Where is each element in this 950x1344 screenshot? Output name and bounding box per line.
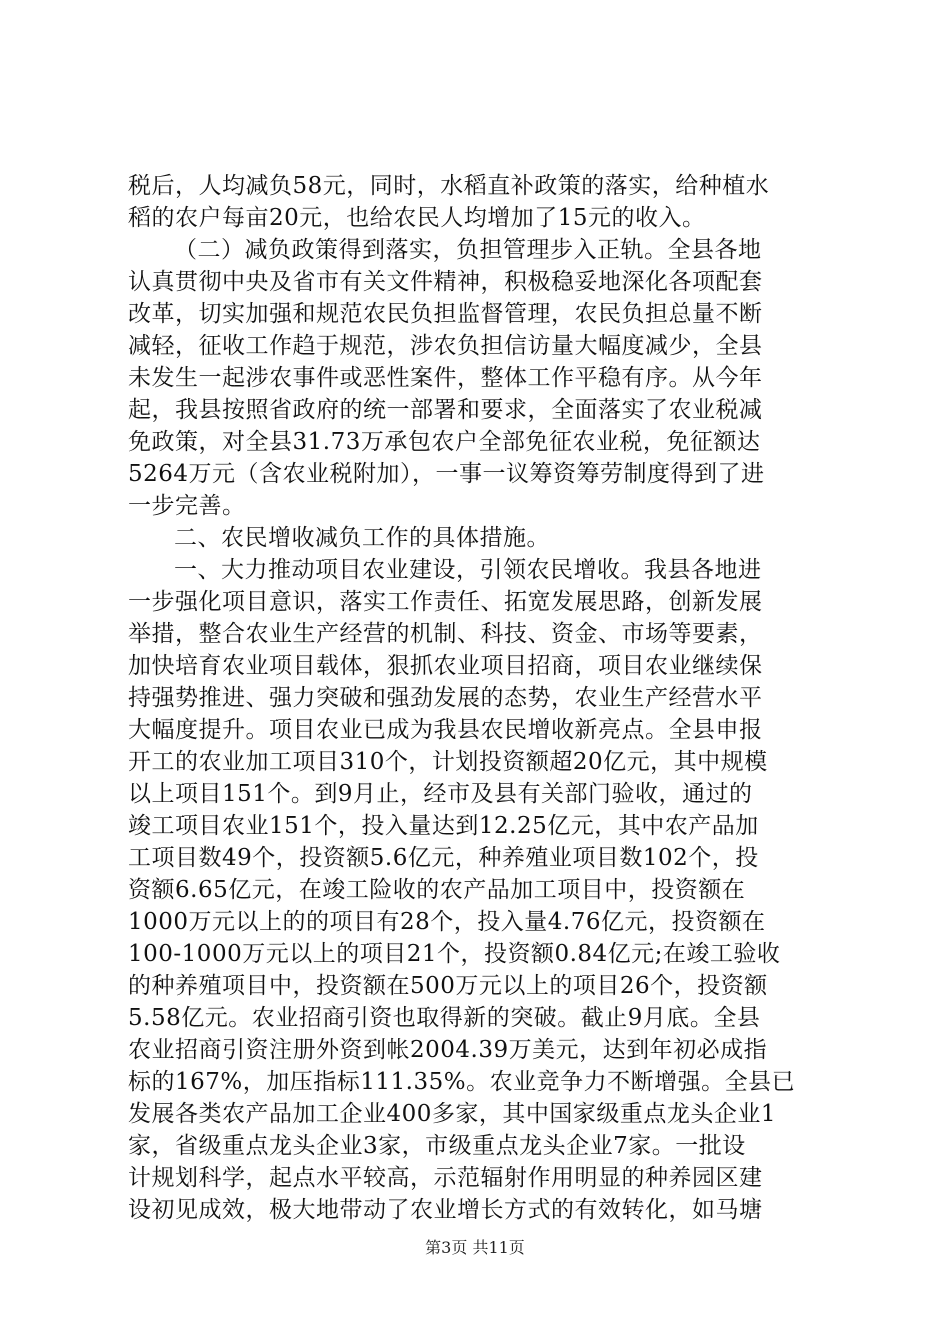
text-line: 持强势推进、强力突破和强劲发展的态势，农业生产经营水平	[128, 685, 763, 711]
text-line: 开工的农业加工项目310个，计划投资额超20亿元，其中规模	[128, 749, 768, 775]
section-heading-line: 二、农民增收减负工作的具体措施。	[174, 525, 550, 551]
text-line: 竣工项目农业151个，投入量达到12.25亿元，其中农产品加	[128, 813, 759, 839]
text-line: 税后，人均减负58元，同时，水稻直补政策的落实，给种植水	[128, 173, 770, 199]
text-line: 免政策，对全县31.73万承包农户全部免征农业税，免征额达	[128, 429, 761, 455]
text-line: 的种养殖项目中，投资额在500万元以上的项目26个，投资额	[128, 973, 768, 999]
text-line: 5.58亿元。农业招商引资也取得新的突破。截止9月底。全县	[128, 1005, 761, 1031]
text-line: 农业招商引资注册外资到帐2004.39万美元，达到年初必成指	[128, 1037, 768, 1063]
document-body	[128, 170, 828, 1226]
text-line: 设初见成效，极大地带动了农业增长方式的有效转化，如马塘	[128, 1197, 763, 1223]
text-line: 举措，整合农业生产经营的机制、科技、资金、市场等要素，	[128, 621, 763, 647]
text-line: 大幅度提升。项目农业已成为我县农民增收新亮点。全县申报	[128, 717, 763, 743]
text-line: 计规划科学，起点水平较高，示范辐射作用明显的种养园区建	[128, 1165, 763, 1191]
page-number-label: 第3页 共11页	[425, 1238, 525, 1257]
text-line: 一步强化项目意识，落实工作责任、拓宽发展思路，创新发展	[128, 589, 763, 615]
paragraph-start-line: 一、大力推动项目农业建设，引领农民增收。我县各地进	[174, 557, 762, 583]
text-line: 以上项目151个。到9月止，经市及县有关部门验收，通过的	[128, 781, 753, 807]
text-line: 认真贯彻中央及省市有关文件精神，积极稳妥地深化各项配套	[128, 269, 763, 295]
text-line: 100-1000万元以上的项目21个，投资额0.84亿元;在竣工验收	[128, 941, 781, 967]
text-line: 加快培育农业项目载体，狠抓农业项目招商，项目农业继续保	[128, 653, 763, 679]
text-line: 家，省级重点龙头企业3家，市级重点龙头企业7家。一批设	[128, 1133, 746, 1159]
text-line: 1000万元以上的的项目有28个，投入量4.76亿元，投资额在	[128, 909, 766, 935]
text-line: 一步完善。	[128, 493, 246, 519]
text-line: 稻的农户每亩20元，也给农民人均增加了15元的收入。	[128, 205, 706, 231]
text-line: 减轻，征收工作趋于规范，涉农负担信访量大幅度减少，全县	[128, 333, 763, 359]
text-line: 资额6.65亿元，在竣工险收的农产品加工项目中，投资额在	[128, 877, 746, 903]
text-line: 改革，切实加强和规范农民负担监督管理，农民负担总量不断	[128, 301, 763, 327]
text-line: 标的167%，加压指标111.35%。农业竞争力不断增强。全县已	[128, 1069, 796, 1095]
text-line: 发展各类农产品加工企业400多家，其中国家级重点龙头企业1	[128, 1101, 777, 1127]
text-line: 未发生一起涉农事件或恶性案件，整体工作平稳有序。从今年	[128, 365, 763, 391]
text-line: 起，我县按照省政府的统一部署和要求，全面落实了农业税减	[128, 397, 763, 423]
text-line: 工项目数49个，投资额5.6亿元，种养殖业项目数102个，投	[128, 845, 759, 871]
page-footer	[0, 1238, 950, 1258]
paragraph-start-line: （二）减负政策得到落实，负担管理步入正轨。全县各地	[174, 237, 762, 263]
text-line: 5264万元（含农业税附加），一事一议筹资筹劳制度得到了进	[128, 461, 765, 487]
